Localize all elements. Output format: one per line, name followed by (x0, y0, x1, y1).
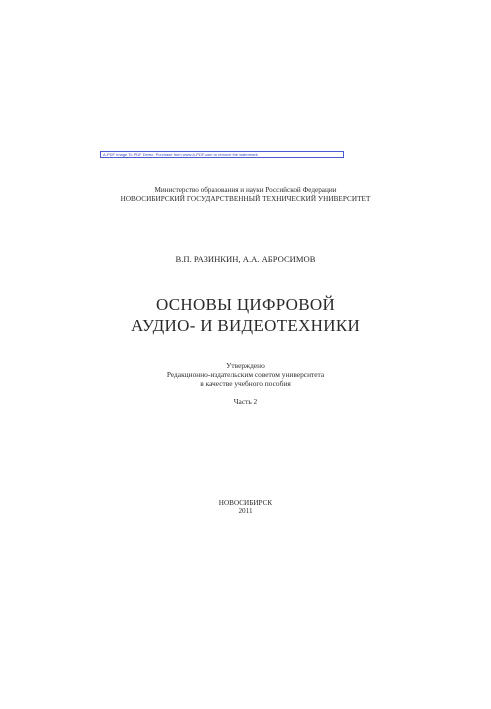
approval-quality: в качестве учебного пособия (200, 379, 291, 388)
imprint-year: 2011 (238, 507, 253, 515)
authors: В.П. РАЗИНКИН, А.А. АБРОСИМОВ (175, 254, 316, 264)
approval-council: Редакционно-издательским советом университета (166, 370, 325, 379)
approval-heading: Утверждено (226, 361, 265, 370)
watermark-banner[interactable]: A-PDF Image To PDF Demo. Purchase from www.A-PDF.com to remove the watermark (100, 151, 344, 158)
part-number: Часть 2 (233, 397, 258, 406)
ministry-line: Министерство образования и науки Российской Федерации (154, 186, 337, 194)
book-title-line-2: АУДИО- И ВИДЕОТЕХНИКИ (130, 316, 361, 335)
imprint-city: НОВОСИБИРСК (218, 499, 273, 507)
book-title-line-1: ОСНОВЫ ЦИФРОВОЙ (155, 295, 336, 314)
university-name: НОВОСИБИРСКИЙ ГОСУДАРСТВЕННЫЙ ТЕХНИЧЕСКИЙ УНИВЕРСИТЕТ (120, 195, 371, 203)
